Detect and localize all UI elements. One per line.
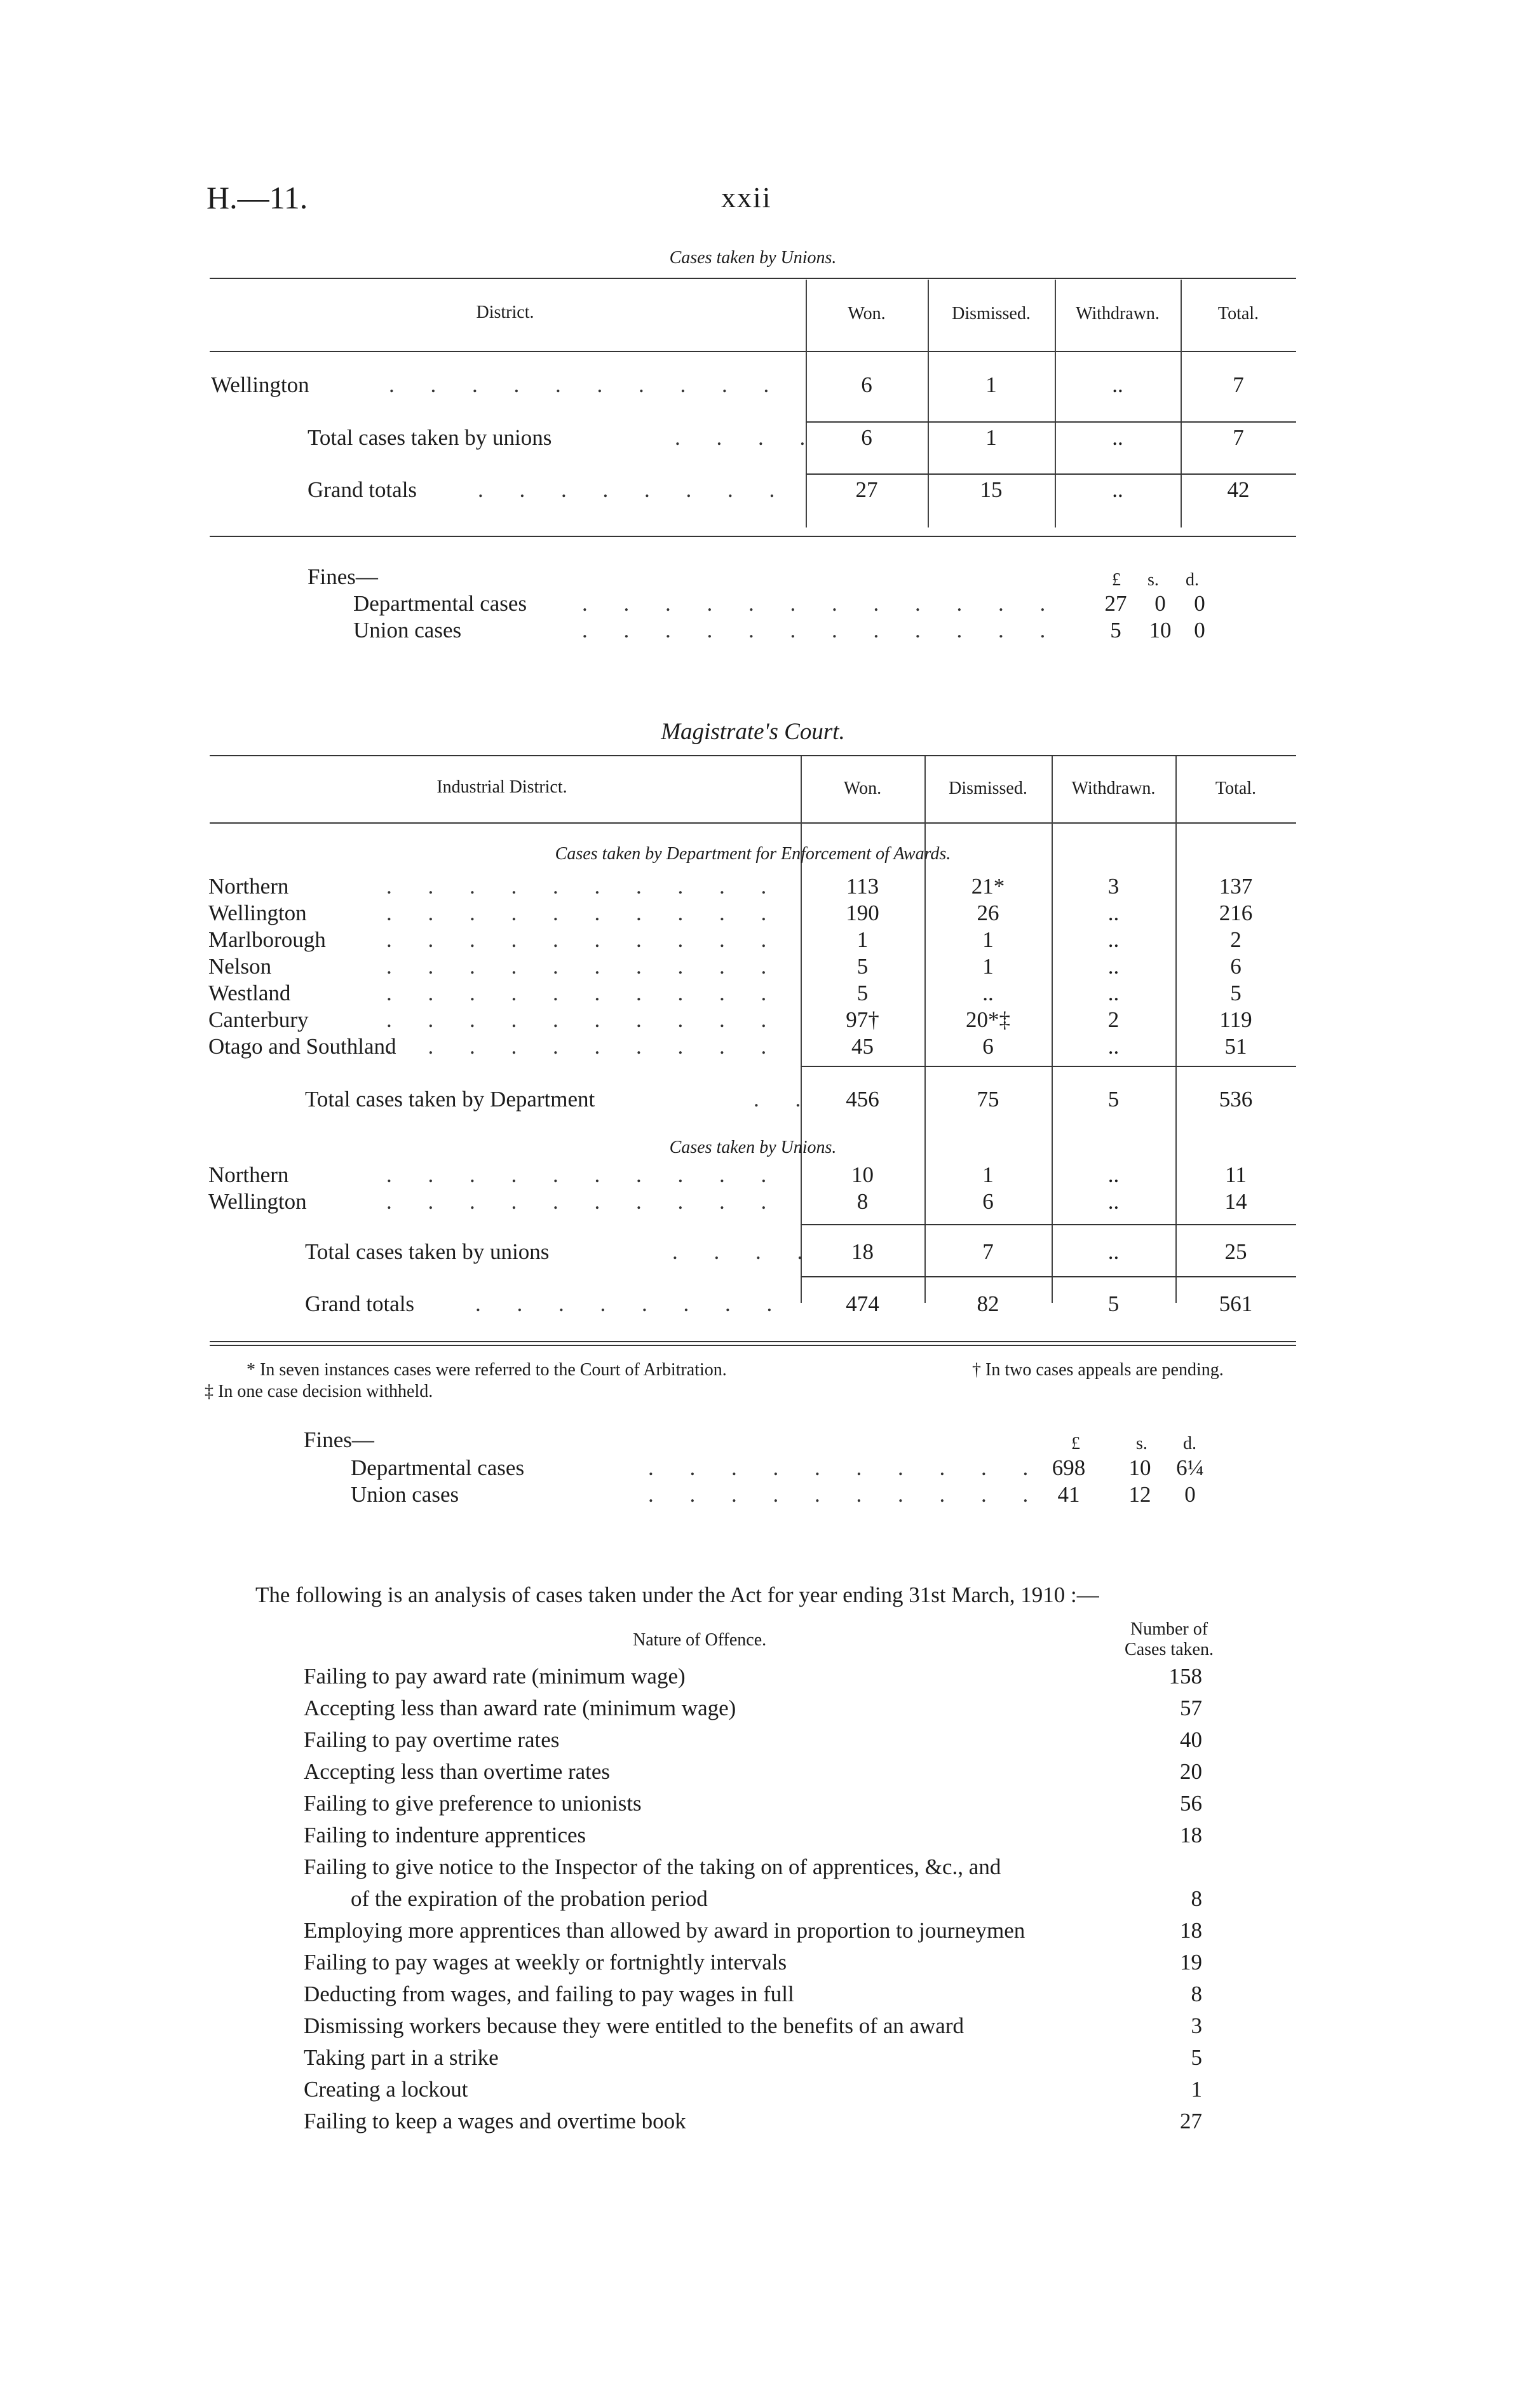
col-total: Total.: [1215, 779, 1257, 798]
col-dismissed: Dismissed.: [952, 304, 1031, 323]
rule: [801, 1066, 1296, 1067]
district-name: Westland: [208, 981, 291, 1005]
fine-shillings: 10: [1149, 618, 1172, 643]
subtotal-row: [208, 1239, 1295, 1266]
rule: [210, 536, 1296, 537]
leader-dots: . . . . . . . . . . . .: [582, 591, 1061, 616]
won-value: 6: [861, 372, 872, 397]
subtotal-label: Total cases taken by unions: [305, 1239, 550, 1264]
offence-label: Deducting from wages, and failing to pay wages in full: [304, 1982, 794, 2006]
total-value: 2: [1230, 927, 1242, 952]
fine-shillings: 10: [1128, 1455, 1151, 1480]
offence-label: Employing more apprentices than allowed by award in proportion to journeymen: [304, 1918, 1025, 1943]
offence-label: Failing to pay overtime rates: [304, 1727, 560, 1752]
fine-pence: 0: [1194, 591, 1205, 616]
subtotal-row: [208, 1087, 1295, 1113]
dismissed-value: 6: [982, 1034, 994, 1059]
fine-shillings: 0: [1154, 591, 1166, 616]
rule: [210, 1345, 1296, 1346]
col-number-1: Number of: [1130, 1619, 1208, 1639]
total-value: 11: [1225, 1162, 1247, 1187]
cases-count: 57: [1180, 1696, 1202, 1720]
fine-pounds: 698: [1052, 1455, 1086, 1480]
table-row: [211, 372, 1291, 399]
table-row: [208, 1007, 1295, 1034]
col-won: Won.: [848, 304, 886, 323]
fine-row: [351, 1455, 1240, 1482]
unit-shillings: s.: [1136, 1434, 1147, 1453]
withdrawn-value: ..: [1112, 372, 1123, 397]
fine-pounds: 5: [1110, 618, 1121, 643]
rule: [210, 1341, 1296, 1342]
cases-count: 56: [1180, 1791, 1202, 1816]
col-nature-of-offence: Nature of Offence.: [633, 1630, 767, 1650]
district-name: Northern: [208, 874, 289, 899]
rule: [210, 278, 1296, 279]
dismissed-value: ..: [982, 981, 994, 1005]
fine-pounds: 41: [1057, 1482, 1080, 1507]
page-number: xxii: [721, 181, 772, 214]
leader-dots: . . . . . . . . . .: [386, 1189, 782, 1214]
won-value: 474: [846, 1291, 879, 1316]
total-value: 561: [1219, 1291, 1253, 1316]
leader-dots: . .: [754, 1087, 816, 1112]
dismissed-value: 1: [985, 372, 997, 397]
offence-label: Dismissing workers because they were entitled to the benefits of an award: [304, 2013, 964, 2038]
dismissed-value: 7: [982, 1239, 994, 1264]
rule: [210, 822, 1296, 824]
withdrawn-value: ..: [1112, 425, 1123, 450]
won-value: 1: [856, 927, 869, 952]
unit-pence: d.: [1186, 570, 1199, 590]
col-number-2: Cases taken.: [1125, 1640, 1214, 1659]
report-id: H.—11.: [206, 180, 308, 215]
col-withdrawn: Withdrawn.: [1071, 779, 1156, 798]
table-row: [208, 874, 1295, 901]
district-name: Canterbury: [208, 1007, 309, 1032]
fine-label: Departmental cases: [351, 1455, 525, 1480]
footnote-dagger: † In two cases appeals are pending.: [972, 1360, 1224, 1380]
cases-count: 1: [1191, 2077, 1202, 2102]
won-value: 5: [856, 954, 869, 979]
fine-row: [353, 591, 1243, 618]
footnote-ddagger: ‡ In one case decision withheld.: [205, 1382, 433, 1401]
leader-dots: . . . . . . . . . .: [386, 1007, 782, 1032]
grand-total-row: [208, 1291, 1295, 1318]
fine-pence: 0: [1184, 1482, 1196, 1507]
leader-dots: . . . . . . . . . .: [386, 1162, 782, 1187]
table-row: [208, 1162, 1295, 1189]
col-won: Won.: [843, 779, 882, 798]
leader-dots: . . . . . . . . . .: [389, 372, 785, 397]
district-name: Otago and Southland: [208, 1034, 396, 1059]
dept-caption: Cases taken by Department for Enforcement of Awards.: [555, 844, 951, 864]
cases-count: 8: [1191, 1886, 1202, 1911]
total-value: 7: [1233, 372, 1244, 397]
col-industrial-district: Industrial District.: [437, 777, 567, 797]
col-dismissed: Dismissed.: [949, 779, 1027, 798]
rule: [801, 1224, 1296, 1225]
col-total: Total.: [1217, 304, 1259, 323]
fine-pence: 0: [1194, 618, 1205, 643]
fines-label: Fines—: [304, 1427, 374, 1452]
leader-dots: . . . . . . . . . .: [386, 927, 782, 952]
table-row: [208, 1189, 1295, 1216]
total-value: 51: [1224, 1034, 1247, 1059]
cases-count: 5: [1191, 2045, 1202, 2070]
fine-row: [353, 618, 1243, 644]
cases-count: 3: [1191, 2013, 1202, 2038]
table-row: [208, 901, 1295, 927]
footnote-star: * In seven instances cases were referred to the Court of Arbitration.: [247, 1360, 727, 1380]
subtotal-label: Total cases taken by unions: [308, 425, 552, 450]
dismissed-value: 26: [977, 901, 999, 925]
district-name: Northern: [208, 1162, 289, 1187]
subtotal-row: [211, 425, 1291, 452]
rule: [210, 755, 1296, 756]
total-value: 119: [1219, 1007, 1252, 1032]
dismissed-value: 82: [977, 1291, 999, 1316]
offence-label: Accepting less than award rate (minimum wage): [304, 1696, 736, 1720]
analysis-intro: The following is an analysis of cases taken under the Act for year ending 31st March, 1910 :—: [255, 1582, 1099, 1607]
fines-label: Fines—: [308, 564, 378, 589]
leader-dots: . . . . . . . . . .: [386, 954, 782, 979]
union-caption: Cases taken by Unions.: [669, 1138, 837, 1157]
fine-row: [351, 1482, 1240, 1509]
withdrawn-value: ..: [1107, 1189, 1120, 1214]
dismissed-value: 1: [982, 954, 994, 979]
fine-pence: 6¼: [1176, 1455, 1204, 1480]
cases-count: 27: [1180, 2109, 1202, 2133]
cases-count: 40: [1180, 1727, 1202, 1752]
district-name: Wellington: [211, 372, 309, 397]
leader-dots: . . . . . . . . . .: [386, 1034, 782, 1059]
offence-label: Failing to indenture apprentices: [304, 1823, 586, 1847]
won-value: 5: [856, 981, 869, 1005]
fine-label: Union cases: [353, 618, 462, 643]
district-name: Wellington: [208, 1189, 307, 1214]
leader-dots: . . . . . . . . . .: [648, 1455, 1044, 1480]
cases-count: 158: [1168, 1664, 1202, 1689]
rule: [801, 1276, 1296, 1277]
withdrawn-value: ..: [1112, 477, 1123, 502]
dismissed-value: 15: [980, 477, 1003, 502]
leader-dots: . . . . . . . . . .: [648, 1482, 1044, 1507]
magistrate-caption: Magistrate's Court.: [661, 719, 845, 745]
unit-pounds: £: [1112, 570, 1121, 590]
withdrawn-value: 5: [1107, 1087, 1120, 1112]
unit-shillings: s.: [1147, 570, 1159, 590]
total-value: 5: [1230, 981, 1242, 1005]
total-value: 536: [1219, 1087, 1253, 1112]
cases-count: 19: [1180, 1950, 1202, 1975]
withdrawn-value: ..: [1107, 1239, 1120, 1264]
won-value: 45: [851, 1034, 874, 1059]
dismissed-value: 20*‡: [966, 1007, 1010, 1032]
leader-dots: . . . . . . . . . . . .: [582, 618, 1061, 643]
won-value: 190: [846, 901, 879, 925]
dismissed-value: 1: [982, 1162, 994, 1187]
dismissed-value: 75: [977, 1087, 999, 1112]
leader-dots: . . . . . . . . . .: [386, 981, 782, 1005]
offence-continuation: of the expiration of the probation period: [351, 1886, 708, 1911]
dismissed-value: 21*: [971, 874, 1005, 899]
won-value: 113: [846, 874, 879, 899]
leader-dots: . . . . . . . .: [475, 1291, 788, 1316]
withdrawn-value: ..: [1107, 901, 1120, 925]
unions-table-caption: Cases taken by Unions.: [669, 248, 837, 268]
grand-total-label: Grand totals: [308, 477, 417, 502]
fine-shillings: 12: [1128, 1482, 1151, 1507]
total-value: 6: [1230, 954, 1242, 979]
total-value: 25: [1224, 1239, 1247, 1264]
withdrawn-value: ..: [1107, 927, 1120, 952]
offence-label: Failing to give preference to unionists: [304, 1791, 642, 1816]
unit-pounds: £: [1071, 1434, 1080, 1453]
dismissed-value: 1: [982, 927, 994, 952]
col-withdrawn: Withdrawn.: [1076, 304, 1160, 323]
won-value: 18: [851, 1239, 874, 1264]
rule: [806, 421, 1296, 423]
rule: [210, 351, 1296, 352]
grand-total-row: [211, 477, 1291, 504]
unit-pence: d.: [1183, 1434, 1196, 1453]
withdrawn-value: 5: [1107, 1291, 1120, 1316]
offence-label: Failing to give notice to the Inspector of the taking on of apprentices, &c., and: [304, 1854, 1001, 1879]
col-district: District.: [476, 303, 534, 322]
fine-label: Union cases: [351, 1482, 459, 1507]
grand-total-label: Grand totals: [305, 1291, 415, 1316]
won-value: 8: [856, 1189, 869, 1214]
table-row: [208, 954, 1295, 981]
district-name: Nelson: [208, 954, 272, 979]
won-value: 10: [851, 1162, 874, 1187]
cases-count: 8: [1191, 1982, 1202, 2006]
total-value: 216: [1219, 901, 1253, 925]
leader-dots: . . . . . . . .: [478, 477, 790, 502]
leader-dots: . . . . . . . . . .: [386, 874, 782, 899]
table-row: [208, 1034, 1295, 1061]
table-row: [208, 927, 1295, 954]
withdrawn-value: ..: [1107, 1034, 1120, 1059]
dismissed-value: 1: [985, 425, 997, 450]
fine-pounds: 27: [1104, 591, 1127, 616]
cases-count: 18: [1180, 1823, 1202, 1847]
won-value: 6: [861, 425, 872, 450]
won-value: 27: [855, 477, 878, 502]
offence-label: Failing to pay award rate (minimum wage): [304, 1664, 686, 1689]
offence-label: Failing to pay wages at weekly or fortnightly intervals: [304, 1950, 787, 1975]
leader-dots: . . . .: [672, 1239, 818, 1264]
offence-label: Failing to keep a wages and overtime book: [304, 2109, 686, 2133]
total-value: 42: [1227, 477, 1250, 502]
district-name: Wellington: [208, 901, 307, 925]
leader-dots: . . . . . . . . . .: [386, 901, 782, 925]
cases-count: 20: [1180, 1759, 1202, 1784]
offence-label: Creating a lockout: [304, 2077, 468, 2102]
dismissed-value: 6: [982, 1189, 994, 1214]
total-value: 137: [1219, 874, 1253, 899]
subtotal-label: Total cases taken by Department: [305, 1087, 595, 1112]
total-value: 7: [1233, 425, 1244, 450]
withdrawn-value: ..: [1107, 954, 1120, 979]
withdrawn-value: 3: [1107, 874, 1120, 899]
withdrawn-value: ..: [1107, 1162, 1120, 1187]
withdrawn-value: 2: [1107, 1007, 1120, 1032]
fine-label: Departmental cases: [353, 591, 527, 616]
leader-dots: . . . .: [675, 425, 821, 450]
total-value: 14: [1224, 1189, 1247, 1214]
table-row: [208, 981, 1295, 1007]
won-value: 97†: [846, 1007, 879, 1032]
offence-label: Accepting less than overtime rates: [304, 1759, 611, 1784]
offence-label: Taking part in a strike: [304, 2045, 499, 2070]
cases-count: 18: [1180, 1918, 1202, 1943]
rule: [806, 473, 1296, 475]
withdrawn-value: ..: [1107, 981, 1120, 1005]
won-value: 456: [846, 1087, 879, 1112]
district-name: Marlborough: [208, 927, 326, 952]
